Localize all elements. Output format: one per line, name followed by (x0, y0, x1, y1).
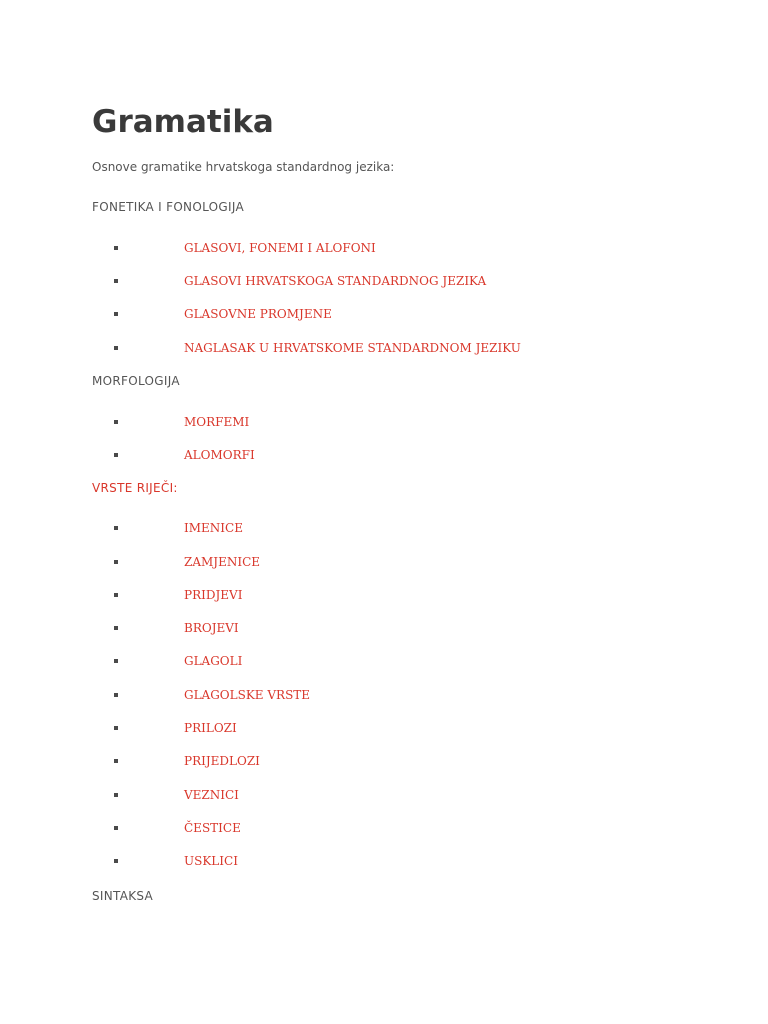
square-bullet-icon (114, 420, 118, 424)
link-brojevi[interactable]: BROJEVI (184, 621, 239, 635)
link-cestice[interactable]: ČESTICE (184, 821, 241, 835)
list-item (92, 852, 652, 870)
list-item (92, 446, 652, 464)
list-item (92, 239, 652, 257)
square-bullet-icon (114, 279, 118, 283)
list-item (92, 413, 652, 431)
link-usklici[interactable]: USKLICI (184, 854, 238, 868)
square-bullet-icon (114, 593, 118, 597)
link-prilozi[interactable]: PRILOZI (184, 721, 237, 735)
square-bullet-icon (114, 453, 118, 457)
square-bullet-icon (114, 693, 118, 697)
link-veznici[interactable]: VEZNICI (184, 788, 239, 802)
square-bullet-icon (114, 659, 118, 663)
link-glagolske-vrste[interactable]: GLAGOLSKE VRSTE (184, 688, 311, 702)
link-glasovne-promjene[interactable]: GLASOVNE PROMJENE (184, 307, 332, 321)
list-item (92, 619, 652, 637)
list-item (92, 305, 652, 323)
square-bullet-icon (114, 626, 118, 630)
link-prijedlozi[interactable]: PRIJEDLOZI (184, 754, 260, 768)
intro-text: Osnove gramatike hrvatskoga standardnog jezika: (92, 160, 395, 174)
square-bullet-icon (114, 793, 118, 797)
section-heading-vrste-rijeci[interactable]: VRSTE RIJEČI: (92, 481, 178, 495)
page-title: Gramatika (92, 104, 274, 140)
link-naglasak[interactable]: NAGLASAK U HRVATSKOME STANDARDNOM JEZIKU (184, 341, 521, 355)
square-bullet-icon (114, 560, 118, 564)
list-item (92, 786, 652, 804)
section-heading-fonetika: FONETIKA I FONOLOGIJA (92, 200, 244, 214)
link-glasovi-fonemi-alofoni[interactable]: GLASOVI, FONEMI I ALOFONI (184, 241, 376, 255)
list-item (92, 519, 652, 537)
list-item (92, 719, 652, 737)
link-alomorfi[interactable]: ALOMORFI (184, 448, 255, 462)
link-morfemi[interactable]: MORFEMI (184, 415, 250, 429)
square-bullet-icon (114, 346, 118, 350)
link-glasovi-hrvatskoga[interactable]: GLASOVI HRVATSKOGA STANDARDNOG JEZIKA (184, 274, 487, 288)
list-item (92, 819, 652, 837)
square-bullet-icon (114, 726, 118, 730)
list-item (92, 652, 652, 670)
square-bullet-icon (114, 312, 118, 316)
list-item (92, 752, 652, 770)
square-bullet-icon (114, 859, 118, 863)
list-item (92, 586, 652, 604)
list-item (92, 686, 652, 704)
square-bullet-icon (114, 759, 118, 763)
list-item (92, 339, 652, 357)
link-glagoli[interactable]: GLAGOLI (184, 654, 243, 668)
square-bullet-icon (114, 826, 118, 830)
square-bullet-icon (114, 246, 118, 250)
list-item (92, 272, 652, 290)
link-pridjevi[interactable]: PRIDJEVI (184, 588, 243, 602)
section-heading-sintaksa: SINTAKSA (92, 889, 154, 903)
link-imenice[interactable]: IMENICE (184, 521, 243, 535)
square-bullet-icon (114, 526, 118, 530)
section-heading-morfologija: MORFOLOGIJA (92, 374, 180, 388)
link-zamjenice[interactable]: ZAMJENICE (184, 555, 261, 569)
list-item (92, 553, 652, 571)
